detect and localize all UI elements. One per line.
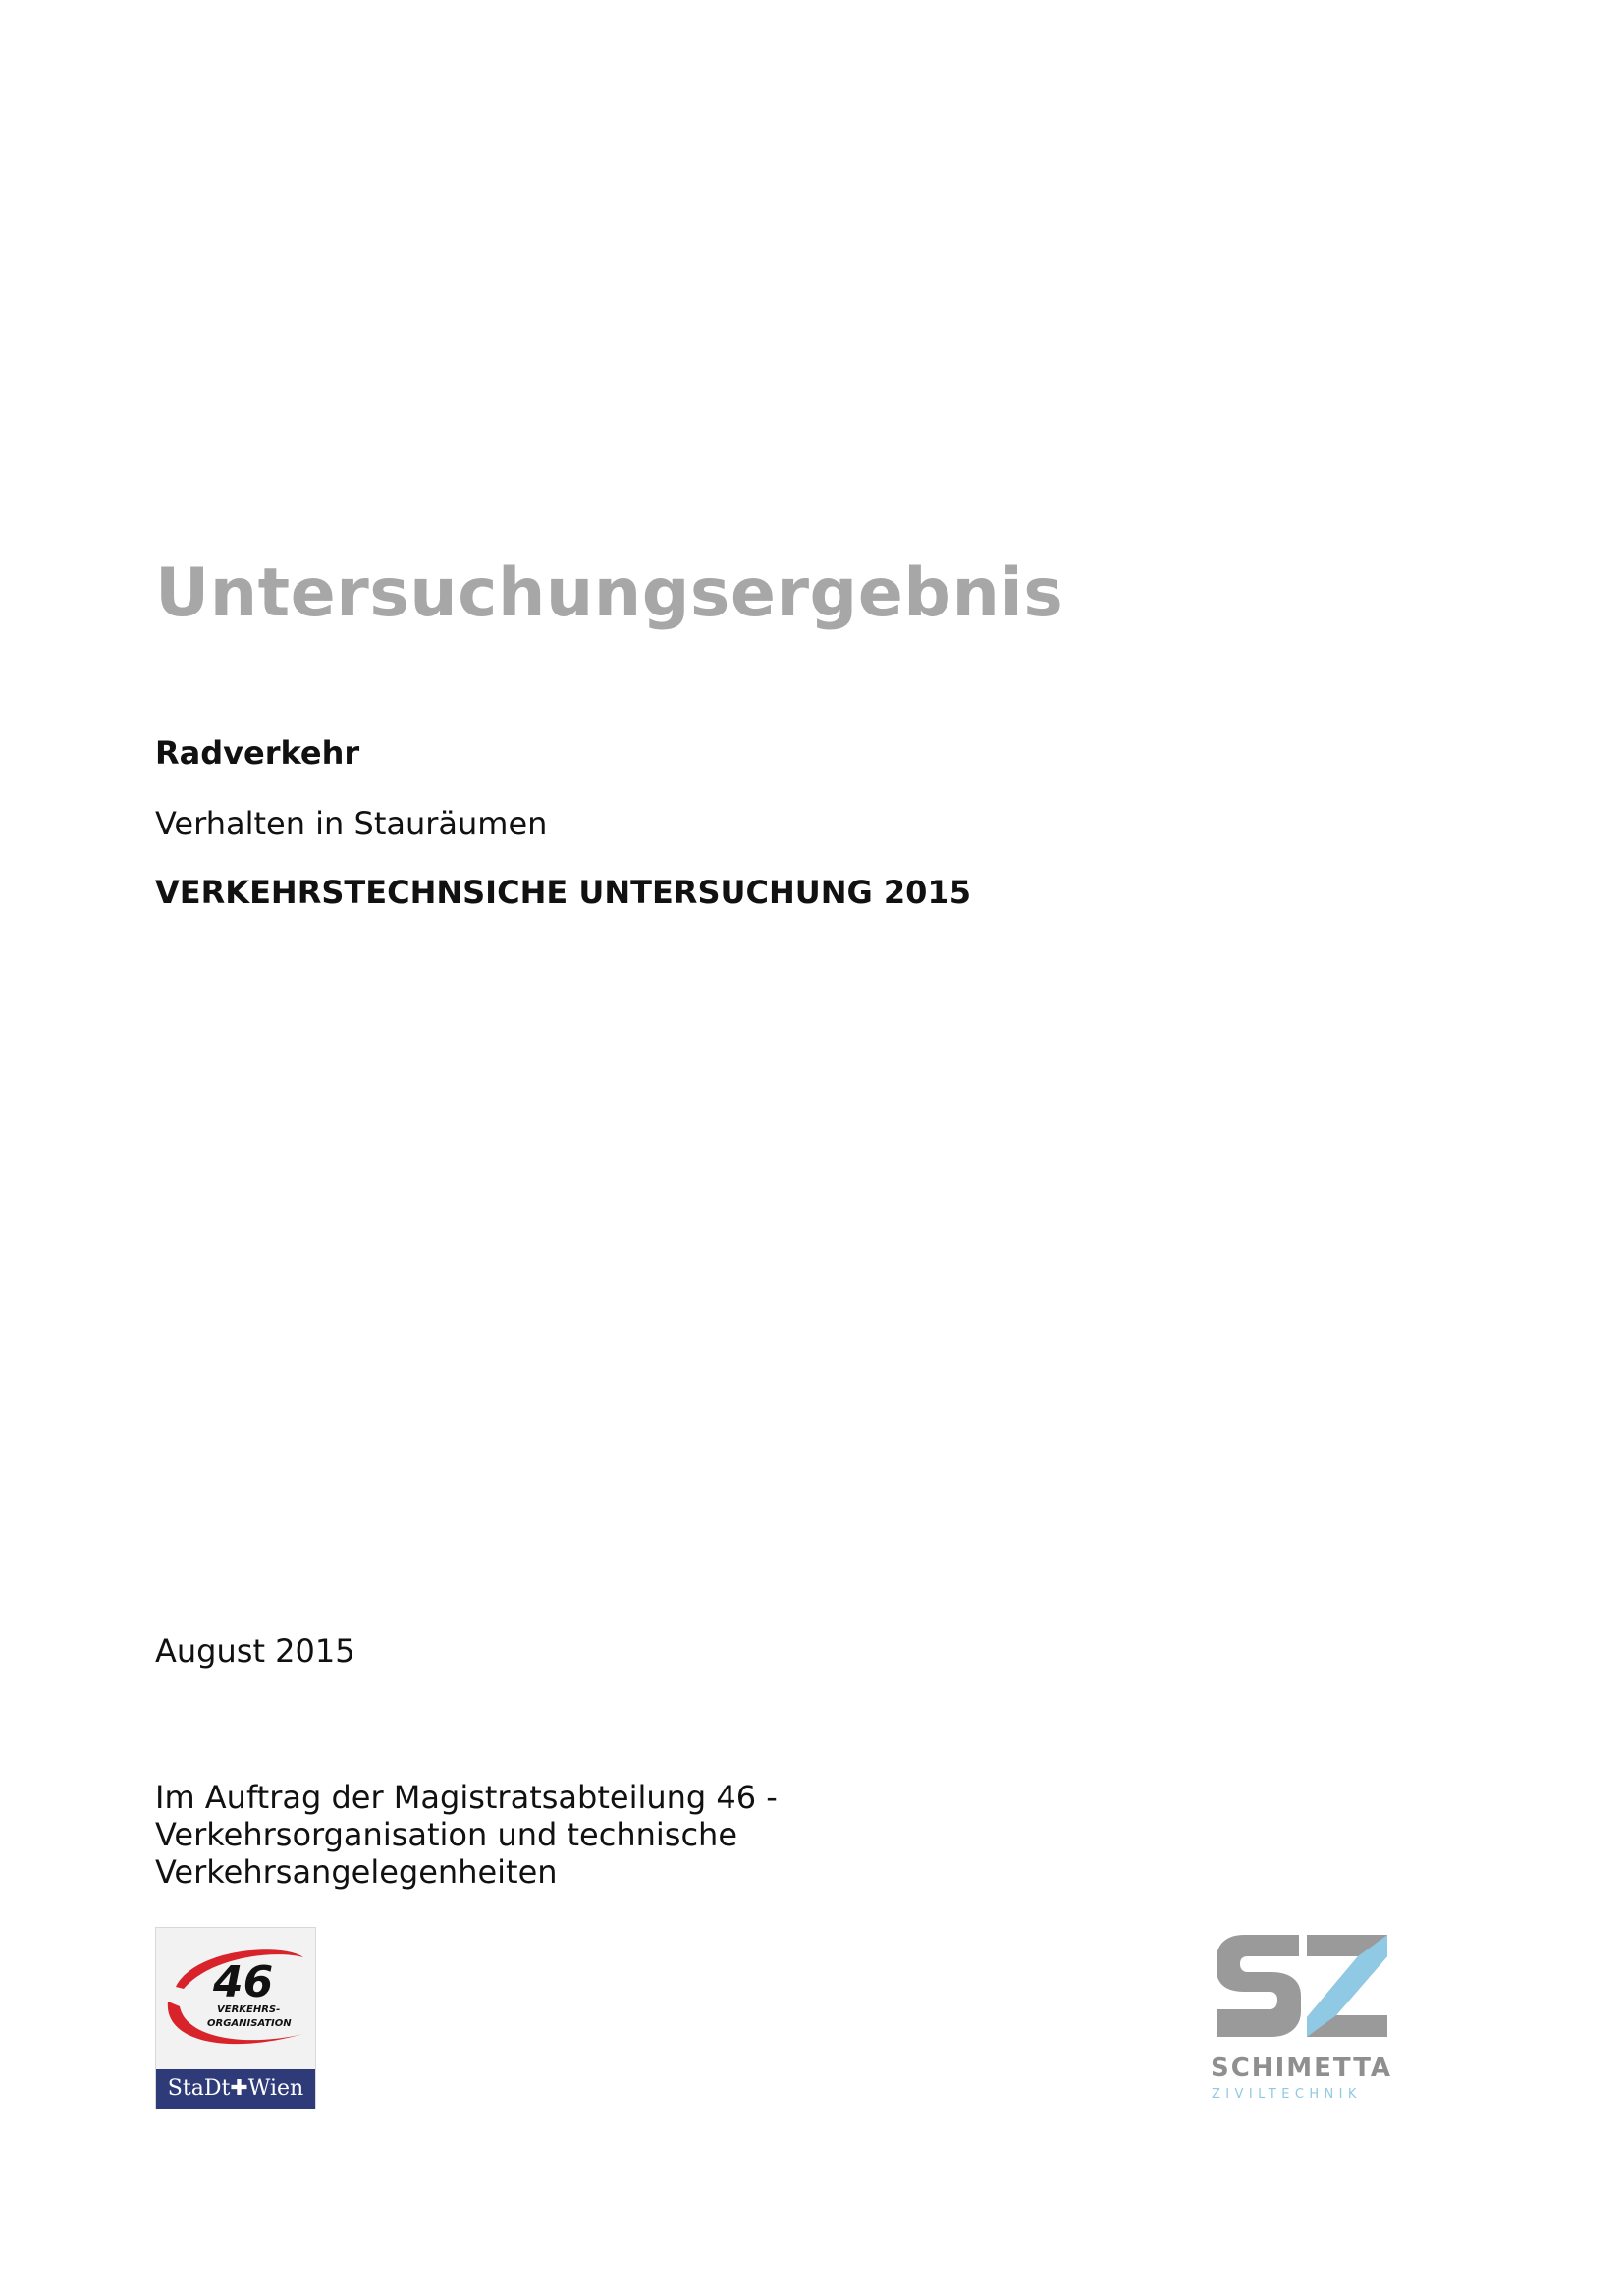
ma46-line1: VERKEHRS- [217, 2004, 281, 2015]
document-title: Untersuchungsergebnis [155, 555, 1064, 632]
document-date: August 2015 [155, 1632, 355, 1670]
ma46-swoosh-graphic [156, 1928, 317, 2071]
schimetta-name: SCHIMETTA [1211, 2054, 1393, 2083]
client-line: Verkehrsangelegenheiten [155, 1853, 558, 1891]
study-heading: VERKEHRSTECHNSICHE UNTERSUCHUNG 2015 [155, 874, 971, 911]
client-line: Verkehrsorganisation und technische [155, 1816, 738, 1853]
ma46-line2: ORGANISATION [207, 2018, 292, 2029]
client-line: Im Auftrag der Magistratsabteilung 46 - [155, 1779, 778, 1816]
ma46-number: 46 [213, 1957, 274, 2007]
ma46-logo [155, 1927, 316, 2109]
schimetta-tagline: ZIVILTECHNIK [1212, 2087, 1362, 2102]
document-subject: Radverkehr [155, 734, 360, 772]
stadt-wien-bar: StaDt✚Wien [156, 2069, 315, 2109]
document-subtitle: Verhalten in Stauräumen [155, 805, 548, 842]
client-block [155, 1779, 778, 1891]
sz-monogram-icon [1211, 1927, 1392, 2050]
